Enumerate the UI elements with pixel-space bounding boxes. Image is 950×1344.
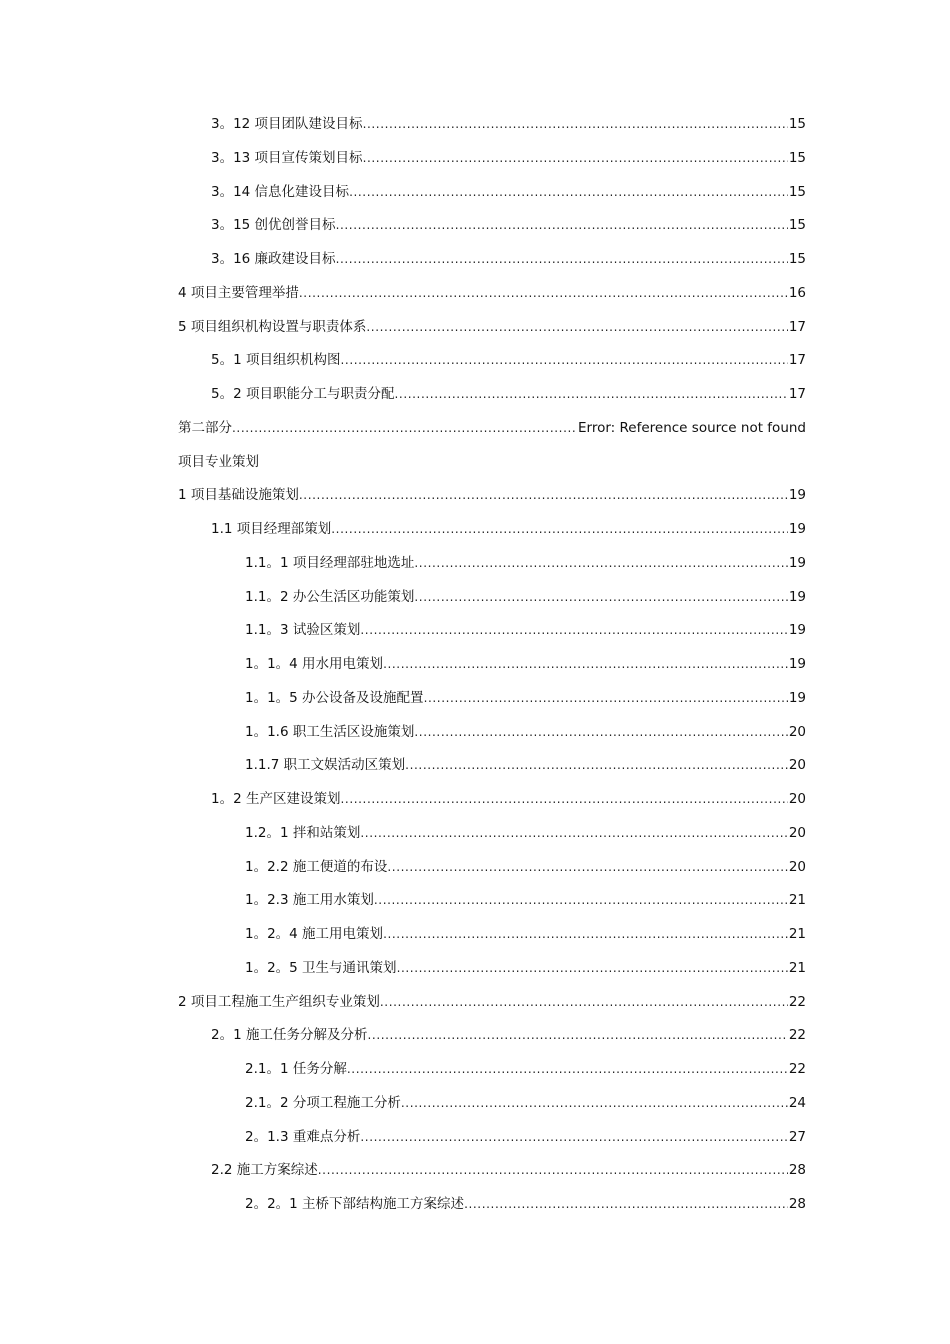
toc-entry-page-number: 15 [788, 149, 806, 166]
toc-entry-title: 5 项目组织机构设置与职责体系 [178, 318, 367, 335]
dot-leader [414, 547, 787, 581]
toc-entry[interactable] [178, 851, 806, 885]
dot-leader [414, 581, 787, 615]
toc-entry-page-number: 22 [788, 1027, 806, 1044]
toc-entry[interactable] [178, 581, 806, 615]
toc-entry[interactable] [178, 108, 806, 142]
toc-entry-title: 2。1.3 重难点分析 [245, 1128, 361, 1145]
dot-leader [336, 209, 788, 243]
dot-leader [464, 1188, 788, 1222]
dot-leader [347, 1053, 788, 1087]
dot-leader [299, 479, 788, 513]
toc-entry[interactable] [178, 749, 806, 783]
toc-entry[interactable] [178, 918, 806, 952]
toc-entry-page-number: 20 [788, 757, 806, 774]
toc-entry-title: 5。1 项目组织机构图 [211, 352, 341, 369]
toc-entry[interactable] [178, 1019, 806, 1053]
toc-entry-page-number: 20 [788, 824, 806, 841]
toc-entry-title: 2。1 施工任务分解及分析 [211, 1027, 368, 1044]
toc-entry[interactable] [178, 412, 806, 446]
dot-leader [318, 1154, 788, 1188]
toc-entry-page-number: 21 [788, 892, 806, 909]
toc-entry-title: 5。2 项目职能分工与职责分配 [211, 386, 395, 402]
toc-entry-title: 4 项目主要管理举措 [178, 284, 299, 301]
toc-entry-page-number: 17 [788, 318, 806, 335]
toc-entry-page-number: 19 [788, 656, 806, 672]
toc-entry-title: 1。2。4 施工用电策划 [245, 926, 384, 942]
toc-entry-title: 1。2 生产区建设策划 [211, 791, 341, 807]
toc-entry[interactable] [178, 682, 806, 716]
toc-entry[interactable] [178, 1053, 806, 1087]
toc-entry-title: 2.1。1 任务分解 [245, 1061, 347, 1077]
dot-leader [387, 851, 787, 885]
toc-entry-title: 2。2。1 主桥下部结构施工方案综述 [245, 1196, 465, 1212]
toc-entry-title: 1.2。1 拌和站策划 [245, 824, 361, 841]
toc-entry-page-number: 28 [788, 1196, 806, 1212]
dot-leader [414, 716, 787, 750]
dot-leader [397, 952, 788, 986]
toc-entry-page-number: 20 [788, 791, 806, 807]
dot-leader [366, 311, 787, 345]
toc-entry[interactable] [178, 378, 806, 412]
dot-leader [363, 108, 788, 142]
toc-entry[interactable] [178, 986, 806, 1020]
toc-entry-title: 1。2。5 卫生与通讯策划 [245, 959, 397, 976]
toc-entry-title: 1.1。3 试验区策划 [245, 622, 361, 639]
toc-entry[interactable] [178, 648, 806, 682]
toc-entry-title: 3。16 廉政建设目标 [211, 251, 336, 267]
toc-entry-title: 3。15 创优创誉目标 [211, 217, 336, 234]
toc-entry-page-number: 15 [788, 116, 806, 132]
toc-entry-page-number: 20 [788, 723, 806, 740]
toc-entry[interactable] [178, 243, 806, 277]
toc-entry-page-number: 15 [788, 251, 806, 267]
toc-entry-title: 3。12 项目团队建设目标 [211, 116, 363, 132]
dot-leader [367, 1019, 787, 1053]
toc-entry-title: 1.1 项目经理部策划 [211, 521, 332, 537]
table-of-contents [178, 108, 806, 1222]
toc-entry[interactable] [178, 344, 806, 378]
toc-entry-page-number: 22 [788, 1061, 806, 1077]
toc-entry-title: 项目专业策划 [178, 453, 259, 470]
toc-entry-page-number: 17 [788, 386, 806, 402]
toc-entry[interactable] [178, 884, 806, 918]
dot-leader [360, 1121, 787, 1155]
toc-entry-page-number: 15 [788, 217, 806, 234]
toc-entry-title: 1 项目基础设施策划 [178, 487, 299, 504]
dot-leader [232, 412, 577, 446]
toc-entry-title: 第二部分 [178, 419, 232, 436]
dot-leader [424, 682, 788, 716]
toc-entry-title: 2.2 施工方案综述 [211, 1162, 318, 1179]
dot-leader [380, 986, 788, 1020]
dot-leader [349, 176, 788, 210]
dot-leader [383, 918, 788, 952]
toc-entry-title: 1.1.7 职工文娱活动区策划 [245, 757, 406, 774]
toc-entry-title: 1。1.6 职工生活区设施策划 [245, 723, 415, 740]
toc-entry[interactable] [178, 614, 806, 648]
toc-entry-title: 2 项目工程施工生产组织专业策划 [178, 993, 380, 1010]
toc-entry-page-number: 19 [788, 588, 806, 605]
dot-leader [401, 1087, 788, 1121]
dot-leader [336, 243, 788, 277]
toc-entry[interactable] [178, 716, 806, 750]
dot-leader [360, 614, 787, 648]
toc-entry[interactable] [178, 1087, 806, 1121]
toc-entry-page-number: 19 [788, 521, 806, 537]
toc-entry[interactable] [178, 817, 806, 851]
toc-entry-page-number: 27 [788, 1128, 806, 1145]
toc-entry-title: 1。2.3 施工用水策划 [245, 892, 374, 909]
toc-entry-page-number: 19 [788, 622, 806, 639]
toc-entry-title: 3。14 信息化建设目标 [211, 183, 350, 200]
dot-leader [340, 783, 787, 817]
dot-leader [340, 344, 787, 378]
toc-entry[interactable] [178, 783, 806, 817]
dot-leader [383, 648, 788, 682]
toc-entry-title: 1.1。1 项目经理部驻地选址 [245, 554, 415, 571]
toc-entry[interactable] [178, 513, 806, 547]
dot-leader [363, 142, 788, 176]
toc-entry-page-number: 17 [788, 352, 806, 369]
toc-entry[interactable] [178, 952, 806, 986]
toc-entry-page-number: 22 [788, 993, 806, 1010]
dot-leader [394, 378, 787, 412]
toc-entry-page-number: 21 [788, 926, 806, 942]
toc-entry-page-number: 24 [788, 1094, 806, 1111]
toc-entry-page-number: 19 [788, 487, 806, 504]
toc-entry[interactable] [178, 1121, 806, 1155]
toc-entry-title: 2.1。2 分项工程施工分析 [245, 1094, 401, 1111]
toc-entry-page-number: Error: Reference source not found [578, 419, 806, 436]
dot-leader [374, 884, 788, 918]
dot-leader [299, 277, 788, 311]
toc-section-heading [178, 446, 806, 480]
toc-entry[interactable] [178, 1188, 806, 1222]
toc-entry-title: 3。13 项目宣传策划目标 [211, 149, 363, 166]
toc-entry-title: 1。1。4 用水用电策划 [245, 656, 384, 672]
toc-entry-page-number: 19 [788, 689, 806, 706]
toc-entry-page-number: 28 [788, 1162, 806, 1179]
dot-leader [405, 749, 788, 783]
toc-entry-page-number: 20 [788, 858, 806, 875]
toc-entry-page-number: 19 [788, 554, 806, 571]
toc-entry-title: 1.1。2 办公生活区功能策划 [245, 588, 415, 605]
dot-leader [360, 817, 787, 851]
toc-entry[interactable] [178, 142, 806, 176]
toc-entry[interactable] [178, 1154, 806, 1188]
toc-entry-page-number: 15 [788, 183, 806, 200]
toc-entry-page-number: 21 [788, 959, 806, 976]
toc-entry[interactable] [178, 311, 806, 345]
toc-entry[interactable] [178, 547, 806, 581]
toc-entry[interactable] [178, 479, 806, 513]
toc-entry[interactable] [178, 277, 806, 311]
toc-entry[interactable] [178, 176, 806, 210]
toc-entry-title: 1。1。5 办公设备及设施配置 [245, 689, 424, 706]
toc-entry-page-number: 16 [788, 284, 806, 301]
toc-entry-title: 1。2.2 施工便道的布设 [245, 858, 388, 875]
dot-leader [331, 513, 788, 547]
toc-entry[interactable] [178, 209, 806, 243]
